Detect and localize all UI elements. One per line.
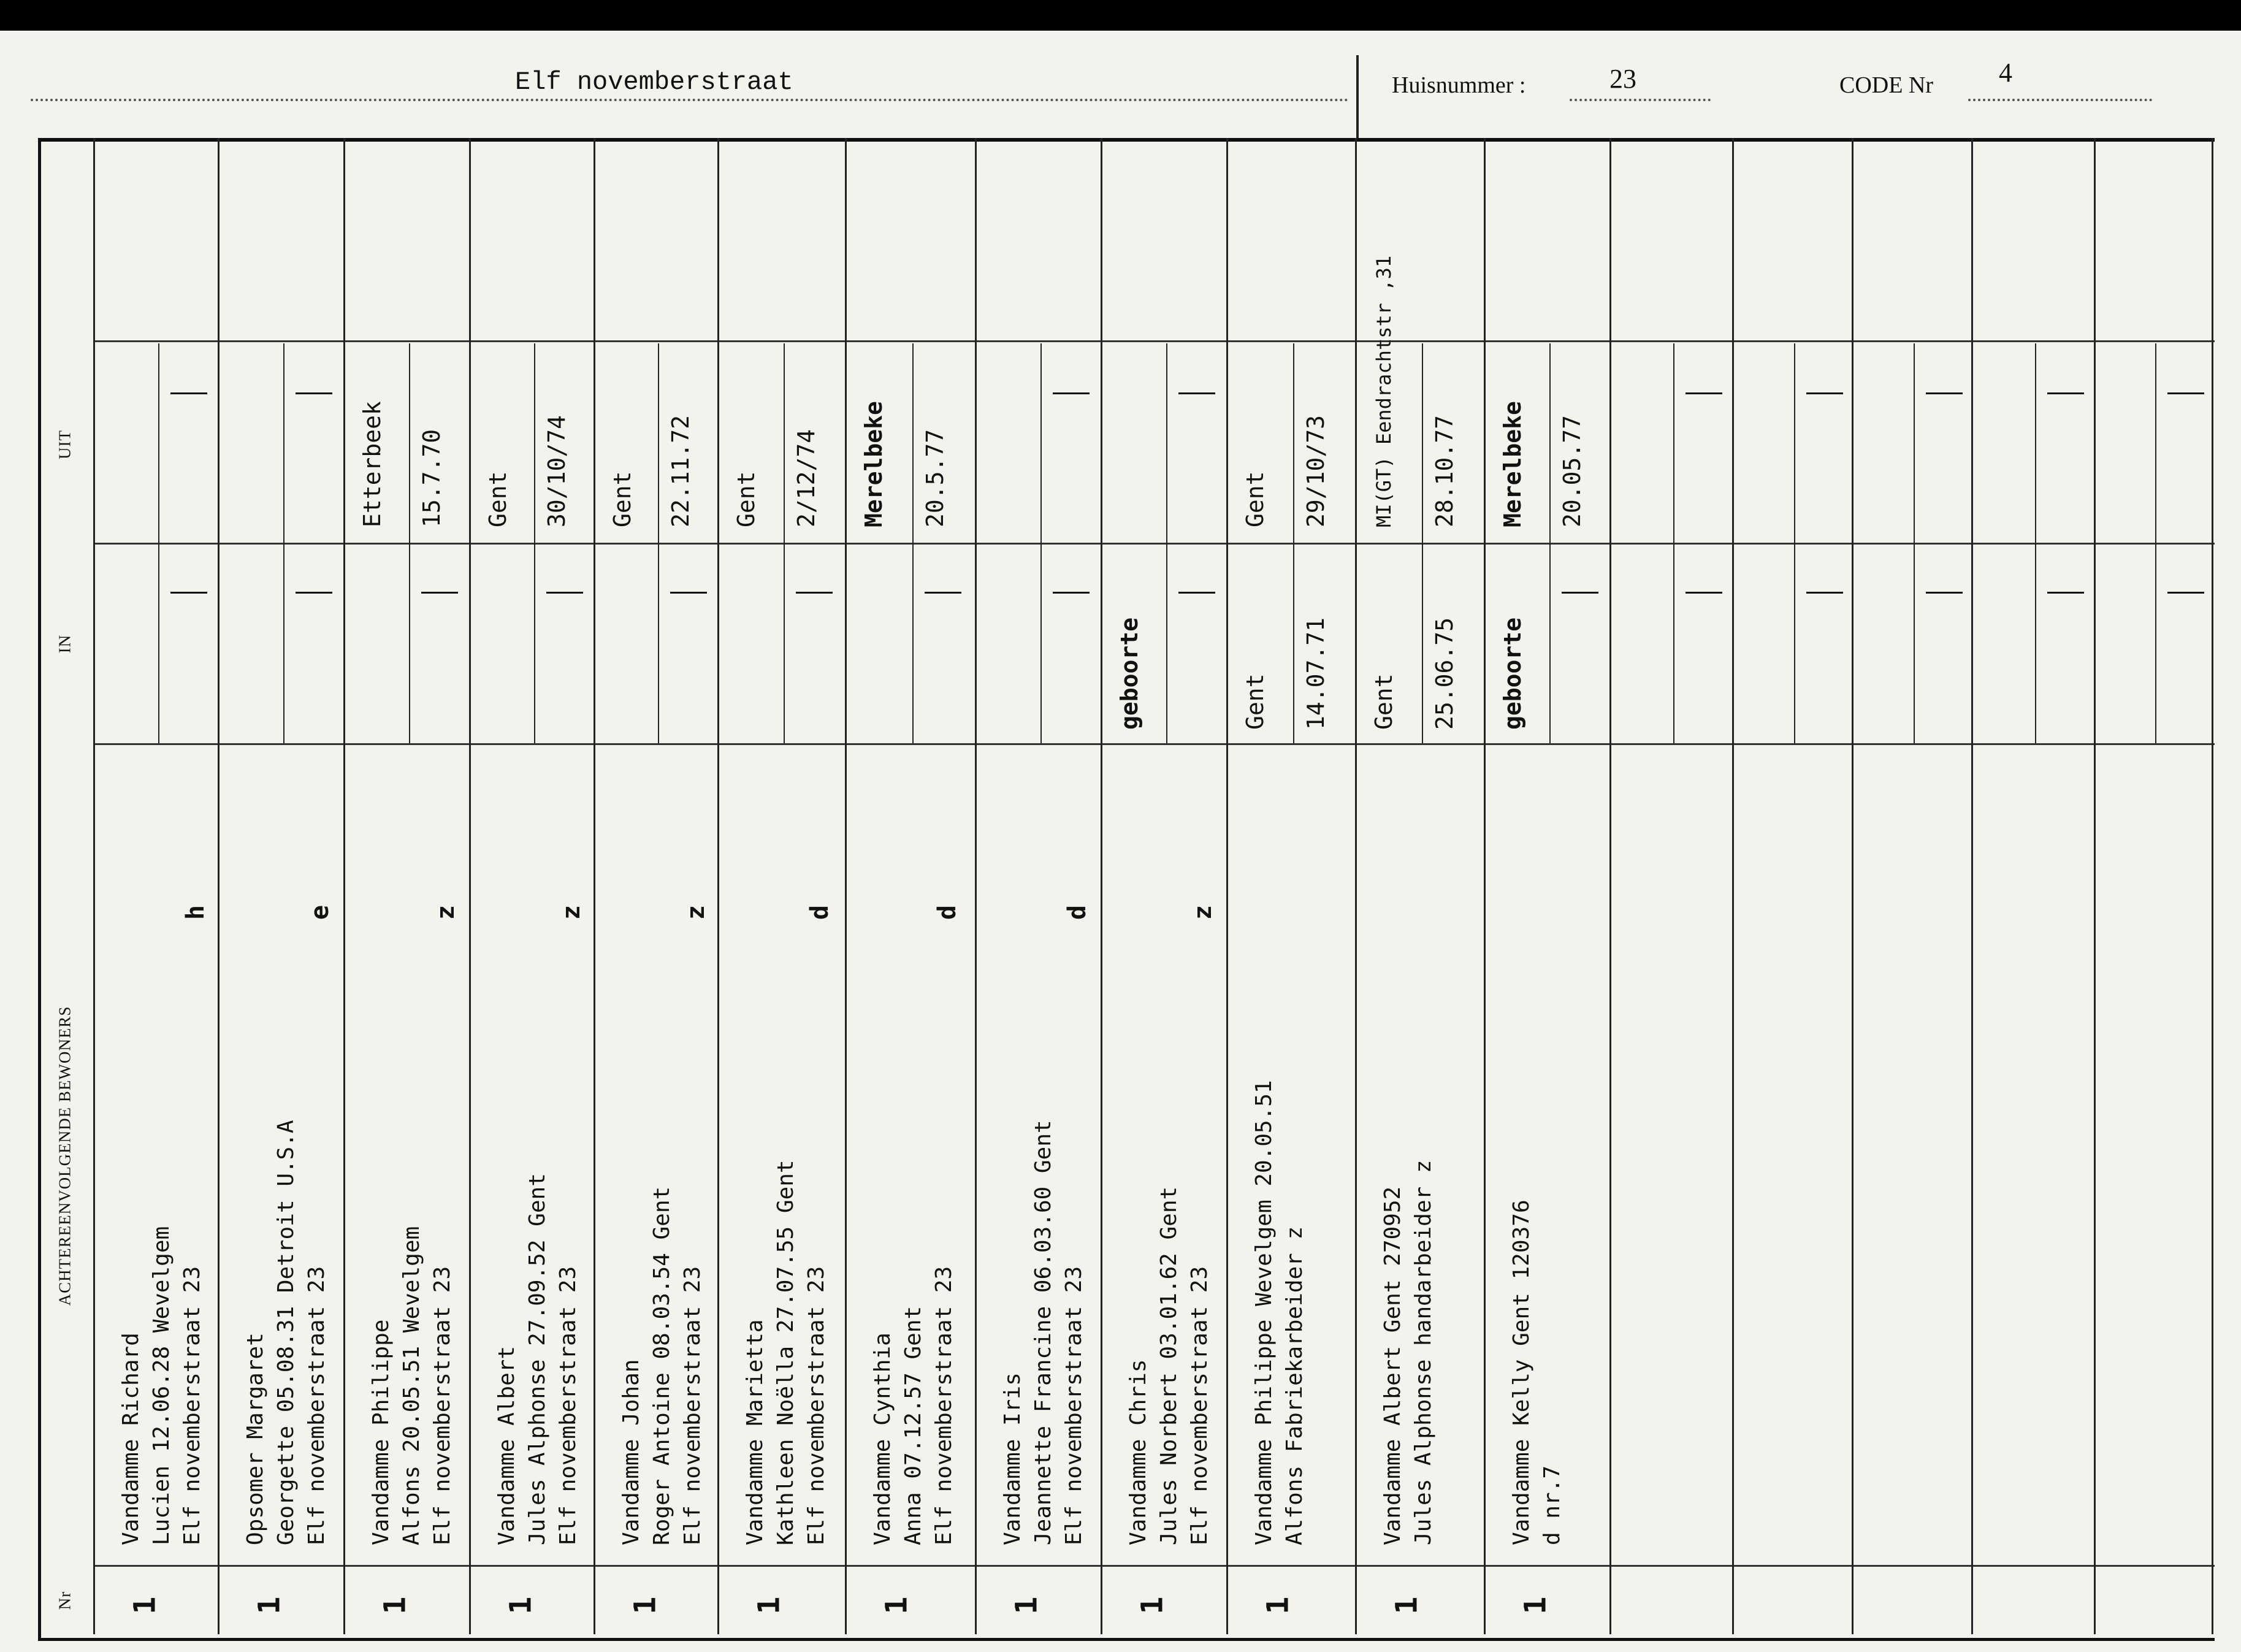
uit-place: Gent: [484, 471, 511, 527]
status-code: z: [682, 904, 710, 920]
column-divider: [1609, 138, 1611, 1634]
empty-date-dash: [1686, 392, 1722, 394]
status-code: e: [306, 904, 334, 920]
in-date-empty-dash: [1562, 592, 1598, 594]
code-value: 4: [1999, 58, 2012, 88]
resident-line: Vandamme Chris: [1126, 1359, 1151, 1545]
header-separator: [1356, 55, 1359, 141]
date-subcolumn-divider: [1549, 543, 1551, 743]
date-subcolumn-divider: [1293, 343, 1294, 544]
resident-line: Vandamme Johan: [619, 1359, 644, 1545]
column-divider: [343, 138, 345, 1634]
resident-line: Vandamme Philippe Wevelgem 20.05.51: [1251, 1080, 1277, 1545]
date-subcolumn-divider: [1673, 543, 1674, 743]
date-subcolumn-divider: [1914, 543, 1915, 743]
in-place: Gent: [1242, 673, 1269, 730]
column-divider: [717, 138, 719, 1634]
resident-line: Jules Alphonse 27.09.52 Gent: [525, 1173, 550, 1545]
date-subcolumn-divider: [1040, 343, 1042, 544]
date-subcolumn-divider: [1166, 543, 1167, 743]
uit-place: Etterbeek: [359, 401, 386, 527]
street-name: Elf novemberstraat: [515, 67, 793, 97]
column-divider: [1484, 138, 1486, 1634]
section-uit-label: UIT: [55, 430, 74, 459]
column-divider: [1355, 138, 1357, 1634]
resident-line: Jules Norbert 03.01.62 Gent: [1156, 1186, 1182, 1545]
date-subcolumn-divider: [534, 343, 535, 544]
resident-line: Elf novemberstraat 23: [180, 1266, 205, 1545]
date-subcolumn-divider: [658, 543, 659, 743]
uit-date-empty-dash: [296, 392, 332, 394]
column-divider: [1732, 138, 1734, 1634]
column-divider: [594, 138, 595, 1634]
uit-date: 15.7.70: [418, 429, 445, 527]
date-subcolumn-divider: [283, 543, 284, 743]
row-number: 1: [1389, 1596, 1424, 1615]
resident-line: Elf novemberstraat 23: [1187, 1266, 1212, 1545]
resident-line: Elf novemberstraat 23: [931, 1266, 956, 1545]
date-subcolumn-divider: [1422, 543, 1423, 743]
column-divider: [2212, 138, 2213, 1634]
status-code: z: [557, 904, 586, 920]
date-subcolumn-divider: [158, 543, 159, 743]
resident-line: Vandamme Marietta: [743, 1319, 768, 1545]
resident-line: Vandamme Albert: [494, 1345, 519, 1545]
date-subcolumn-divider: [1166, 343, 1167, 544]
empty-date-dash: [1926, 592, 1963, 594]
section-bewoners-label: ACHTEREENVOLGENDE BEWONERS: [55, 1006, 74, 1306]
date-subcolumn-divider: [409, 543, 410, 743]
street-dotted-line: [31, 99, 1349, 101]
row-number: 1: [1261, 1596, 1296, 1615]
date-subcolumn-divider: [158, 343, 159, 544]
empty-date-dash: [2047, 392, 2084, 394]
date-subcolumn-divider: [1422, 343, 1423, 544]
in-date-empty-dash: [925, 592, 961, 594]
column-divider: [975, 138, 977, 1634]
status-code: d: [1063, 904, 1091, 920]
resident-line: Georgette 05.08.31 Detroit U.S.A: [273, 1120, 299, 1545]
resident-line: d nr.7: [1540, 1465, 1565, 1545]
resident-line: Elf novemberstraat 23: [304, 1266, 329, 1545]
section-divider: [93, 340, 2215, 342]
empty-date-dash: [1686, 592, 1722, 594]
section-nr-label: Nr: [55, 1591, 74, 1610]
in-date-empty-dash: [421, 592, 458, 594]
scan-top-border: [0, 0, 2241, 31]
row-number: 1: [503, 1596, 538, 1615]
in-place: geboorte: [1116, 617, 1143, 730]
uit-date: 29/10/73: [1302, 415, 1330, 527]
street-field: [25, 58, 1349, 113]
uit-date: 2/12/74: [793, 429, 820, 527]
in-place: Gent: [1370, 673, 1397, 730]
section-in-label: IN: [55, 634, 74, 654]
code-dotted-line: [1968, 99, 2152, 101]
column-divider: [845, 138, 847, 1634]
date-subcolumn-divider: [912, 543, 914, 743]
resident-line: Elf novemberstraat 23: [555, 1266, 581, 1545]
date-subcolumn-divider: [912, 343, 914, 544]
uit-date-empty-dash: [1053, 392, 1090, 394]
date-subcolumn-divider: [283, 343, 284, 544]
code-label: CODE Nr: [1839, 72, 1934, 98]
resident-line: Jules Alphonse handarbeider z: [1411, 1160, 1436, 1545]
resident-line: Alfons 20.05.51 Wevelgem: [399, 1226, 424, 1545]
in-date: 14.07.71: [1302, 617, 1330, 730]
row-number: 1: [128, 1596, 162, 1615]
resident-line: Vandamme Cynthia: [870, 1333, 895, 1545]
uit-place: Gent: [1242, 471, 1269, 527]
date-subcolumn-divider: [1293, 543, 1294, 743]
column-divider: [469, 138, 471, 1634]
empty-date-dash: [1926, 392, 1963, 394]
uit-date: 20.05.77: [1558, 415, 1586, 527]
in-date: 25.06.75: [1431, 617, 1459, 730]
date-subcolumn-divider: [409, 343, 410, 544]
status-code: z: [432, 904, 460, 920]
uit-date-empty-dash: [170, 392, 207, 394]
uit-place: MI(GT) Eendrachtstr ,31: [1372, 255, 1395, 527]
resident-line: Vandamme Iris: [1000, 1372, 1025, 1545]
uit-date-empty-dash: [1178, 392, 1215, 394]
resident-line: Elf novemberstraat 23: [430, 1266, 455, 1545]
date-subcolumn-divider: [1673, 343, 1674, 544]
empty-date-dash: [2167, 392, 2204, 394]
date-subcolumn-divider: [1794, 543, 1795, 743]
row-number: 1: [1135, 1596, 1170, 1615]
date-subcolumn-divider: [2035, 543, 2036, 743]
uit-place: Merelbeke: [1499, 401, 1526, 527]
section-divider: [93, 743, 2215, 745]
in-date-empty-dash: [796, 592, 833, 594]
resident-line: Elf novemberstraat 23: [804, 1266, 829, 1545]
row-number: 1: [252, 1596, 287, 1615]
empty-date-dash: [2047, 592, 2084, 594]
column-divider: [218, 138, 220, 1634]
uit-place: Gent: [609, 471, 636, 527]
uit-place: Merelbeke: [860, 401, 887, 527]
house-number-field: [1392, 58, 1711, 113]
section-divider: [93, 1565, 2215, 1567]
date-subcolumn-divider: [1914, 343, 1915, 544]
date-subcolumn-divider: [658, 343, 659, 544]
resident-line: Jeannette Francine 06.03.60 Gent: [1031, 1120, 1056, 1545]
in-date-empty-dash: [670, 592, 707, 594]
column-divider: [1852, 138, 1854, 1634]
row-number: 1: [752, 1596, 787, 1615]
status-code: h: [181, 904, 210, 920]
house-dotted-line: [1570, 99, 1711, 101]
empty-date-dash: [1806, 592, 1843, 594]
row-number: 1: [879, 1596, 914, 1615]
resident-line: Alfons Fabriekarbeider z: [1282, 1226, 1307, 1545]
column-divider: [1101, 138, 1102, 1634]
status-code: z: [1189, 904, 1217, 920]
code-field: [1839, 58, 2170, 113]
date-subcolumn-divider: [2155, 343, 2156, 544]
uit-date: 22.11.72: [667, 415, 695, 527]
date-subcolumn-divider: [534, 543, 535, 743]
resident-line: Vandamme Richard: [118, 1333, 143, 1545]
row-number: 1: [1518, 1596, 1553, 1615]
uit-place: Gent: [733, 471, 760, 527]
in-place: geboorte: [1499, 617, 1526, 730]
column-divider: [2094, 138, 2096, 1634]
status-code: d: [806, 904, 834, 920]
section-divider: [93, 543, 2215, 545]
resident-line: Kathleen Noëlla 27.07.55 Gent: [773, 1160, 798, 1545]
row-number: 1: [1009, 1596, 1044, 1615]
empty-date-dash: [1806, 392, 1843, 394]
house-number-value: 23: [1609, 64, 1636, 94]
resident-line: Elf novemberstraat 23: [680, 1266, 705, 1545]
in-date-empty-dash: [1053, 592, 1090, 594]
house-number-label: Huisnummer :: [1392, 72, 1526, 98]
resident-line: Elf novemberstraat 23: [1061, 1266, 1086, 1545]
resident-line: Lucien 12.06.28 Wevelgem: [149, 1226, 174, 1545]
resident-line: Anna 07.12.57 Gent: [901, 1306, 926, 1545]
date-subcolumn-divider: [784, 543, 785, 743]
uit-date: 20.5.77: [922, 429, 949, 527]
uit-date: 28.10.77: [1431, 415, 1459, 527]
date-subcolumn-divider: [1549, 343, 1551, 544]
column-divider: [1226, 138, 1228, 1634]
in-date-empty-dash: [1178, 592, 1215, 594]
row-number: 1: [378, 1596, 413, 1615]
date-subcolumn-divider: [1794, 343, 1795, 544]
date-subcolumn-divider: [784, 343, 785, 544]
in-date-empty-dash: [296, 592, 332, 594]
resident-line: Roger Antoine 08.03.54 Gent: [649, 1186, 674, 1545]
uit-date: 30/10/74: [543, 415, 570, 527]
date-subcolumn-divider: [1040, 543, 1042, 743]
status-code: d: [933, 904, 961, 920]
date-subcolumn-divider: [2155, 543, 2156, 743]
column-divider: [1971, 138, 1973, 1634]
row-number: 1: [628, 1596, 663, 1615]
date-subcolumn-divider: [2035, 343, 2036, 544]
resident-line: Vandamme Kelly Gent 120376: [1509, 1199, 1534, 1545]
resident-line: Vandamme Philippe: [368, 1319, 394, 1545]
resident-line: Opsomer Margaret: [243, 1333, 268, 1545]
in-date-empty-dash: [170, 592, 207, 594]
column-divider: [93, 138, 95, 1634]
in-date-empty-dash: [546, 592, 583, 594]
resident-line: Vandamme Albert Gent 270952: [1380, 1186, 1405, 1545]
empty-date-dash: [2167, 592, 2204, 594]
